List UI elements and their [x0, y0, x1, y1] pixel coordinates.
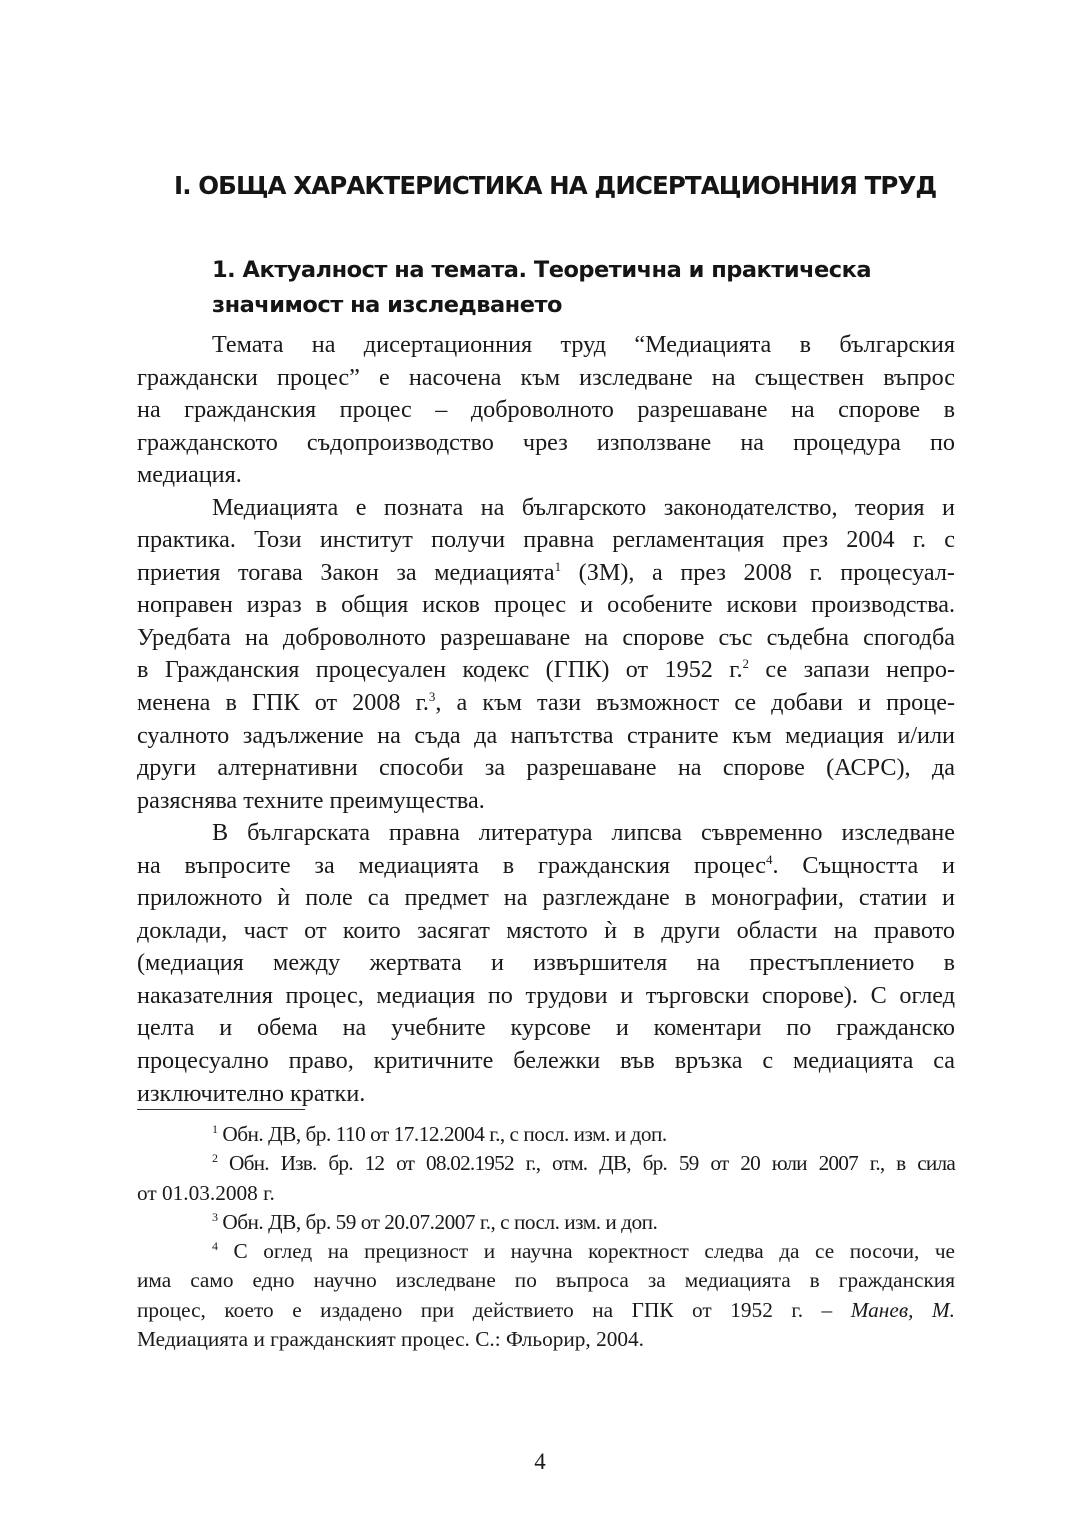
- text-run: приетия тогава Закон за медиацията: [137, 558, 555, 586]
- footnote-text: Обн. ДВ, бр. 110 от 17.12.2004 г., с посл. изм. и доп.: [217, 1122, 667, 1146]
- footnote-4: [137, 1237, 955, 1266]
- footnote-4-continued: [137, 1296, 955, 1325]
- paragraph-line: други алтернативни способи за разрешаване на спорове (АСРС), да: [137, 754, 955, 782]
- paragraph-line: целта и обема на учебните курсове и коментари по гражданско: [137, 1014, 955, 1042]
- footnote-ref: 4: [766, 851, 773, 867]
- footnote-ref: 3: [428, 688, 436, 704]
- paragraph-line: практика. Този институт получи правна регламентация през 2004 г. с: [137, 526, 955, 554]
- text-run: се запази непро-: [749, 656, 955, 684]
- footnote-4-continued: има само едно научно изследване по въпроса за медиацията в гражданския: [137, 1268, 955, 1293]
- paragraph-line: наказателния процес, медиация по трудови и търговски спорове). С оглед: [137, 981, 955, 1009]
- paragraph-line: изключително кратки.: [137, 1079, 366, 1107]
- footnote-number: 1: [212, 1121, 218, 1136]
- body-text: [137, 329, 955, 1110]
- footnote-ref: 1: [554, 558, 562, 574]
- footnote-ref: 2: [742, 656, 750, 672]
- section-title: [212, 253, 972, 323]
- footnotes: [137, 1120, 955, 1354]
- paragraph-line: Уредбата на доброволното разрешаване на спорове със съдебна спогодба: [137, 623, 955, 651]
- chapter-title: I. ОБЩА ХАРАКТЕРИСТИКА НА ДИСЕРТАЦИОННИЯ ТРУД: [174, 171, 937, 200]
- text-run: менена в ГПК от 2008 г.: [137, 689, 429, 717]
- footnote-text: процес, което е издадено при действието на ГПК от 1952 г. –: [137, 1297, 851, 1322]
- footnote-4-continued: Медиацията и гражданският процес. С.: Фльорир, 2004.: [137, 1326, 644, 1351]
- text-run: (ЗМ), а през 2008 г. процесуал-: [561, 558, 955, 586]
- text-run: , а към тази възможност се добави и проце-: [435, 689, 955, 717]
- paragraph-line: суалното задължение на съда да напътства страните към медиация и/или: [137, 721, 955, 749]
- footnote-text: Обн. ДВ, бр. 59 от 20.07.2007 г., с посл. изм. и доп.: [217, 1209, 658, 1234]
- paragraph-line: [137, 654, 955, 687]
- paragraph-line: разяснява техните преимущества.: [137, 786, 485, 814]
- footnote-separator: [137, 1109, 305, 1110]
- footnote-3: [137, 1208, 955, 1237]
- paragraph-line: [137, 687, 955, 720]
- paragraph-line: (медиация между жертвата и извършителя на престъплението в: [137, 949, 955, 977]
- cited-author: Манев, М.: [850, 1297, 955, 1322]
- footnote-2: [137, 1149, 955, 1178]
- text-run: на въпросите за медиацията в гражданския процес: [137, 851, 766, 879]
- footnote-2-continued: от 01.03.2008 г.: [137, 1180, 275, 1205]
- paragraph-line: [137, 850, 955, 883]
- paragraph-line: приложното ѝ поле са предмет на разглеждане в монографии, статии и: [137, 884, 955, 912]
- page-number: 4: [534, 1449, 546, 1474]
- paragraph-line: гражданското съдопроизводство чрез използване на процедура по: [137, 428, 955, 456]
- footnote-text: С оглед на прецизност и научна коректност следва да се посочи, че: [218, 1239, 955, 1263]
- text-run: в Гражданския процесуален кодекс (ГПК) от 1952 г.: [137, 656, 743, 684]
- paragraph-line: на гражданския процес – доброволното разрешаване на спорове в: [137, 396, 955, 424]
- paragraph-line: доклади, част от които засягат мястото ѝ в други области на правото: [137, 916, 955, 944]
- text-run: . Същността и: [772, 851, 955, 879]
- section-title-line: 1. Актуалност на темата. Теоретична и практическа: [212, 257, 872, 283]
- footnote-text: Обн. Изв. бр. 12 от 08.02.1952 г., отм. ДВ, бр. 59 от 20 юли 2007 г., в сила: [217, 1151, 955, 1176]
- paragraph-line: ноправен израз в общия исков процес и особените искови производства.: [137, 591, 955, 619]
- paragraph-line: Темата на дисертационния труд “Медиацията в българския: [212, 331, 955, 358]
- footnote-1: [137, 1120, 955, 1149]
- section-title-line: значимост на изследването: [212, 292, 562, 318]
- paragraph-line: [137, 557, 955, 590]
- footnote-number: 3: [212, 1209, 218, 1224]
- paragraph-line: В българската правна литература липсва съвременно изследване: [212, 819, 955, 847]
- paragraph-line: граждански процес” е насочена към изследване на съществен въпрос: [137, 363, 955, 391]
- footnote-number: 2: [212, 1151, 218, 1166]
- paragraph-line: процесуално право, критичните бележки във връзка с медиацията са: [137, 1047, 955, 1075]
- paragraph-line: медиация.: [137, 461, 242, 489]
- footnote-number: 4: [212, 1238, 218, 1253]
- paragraph-line: Медиацията е позната на българското законодателство, теория и: [212, 493, 955, 521]
